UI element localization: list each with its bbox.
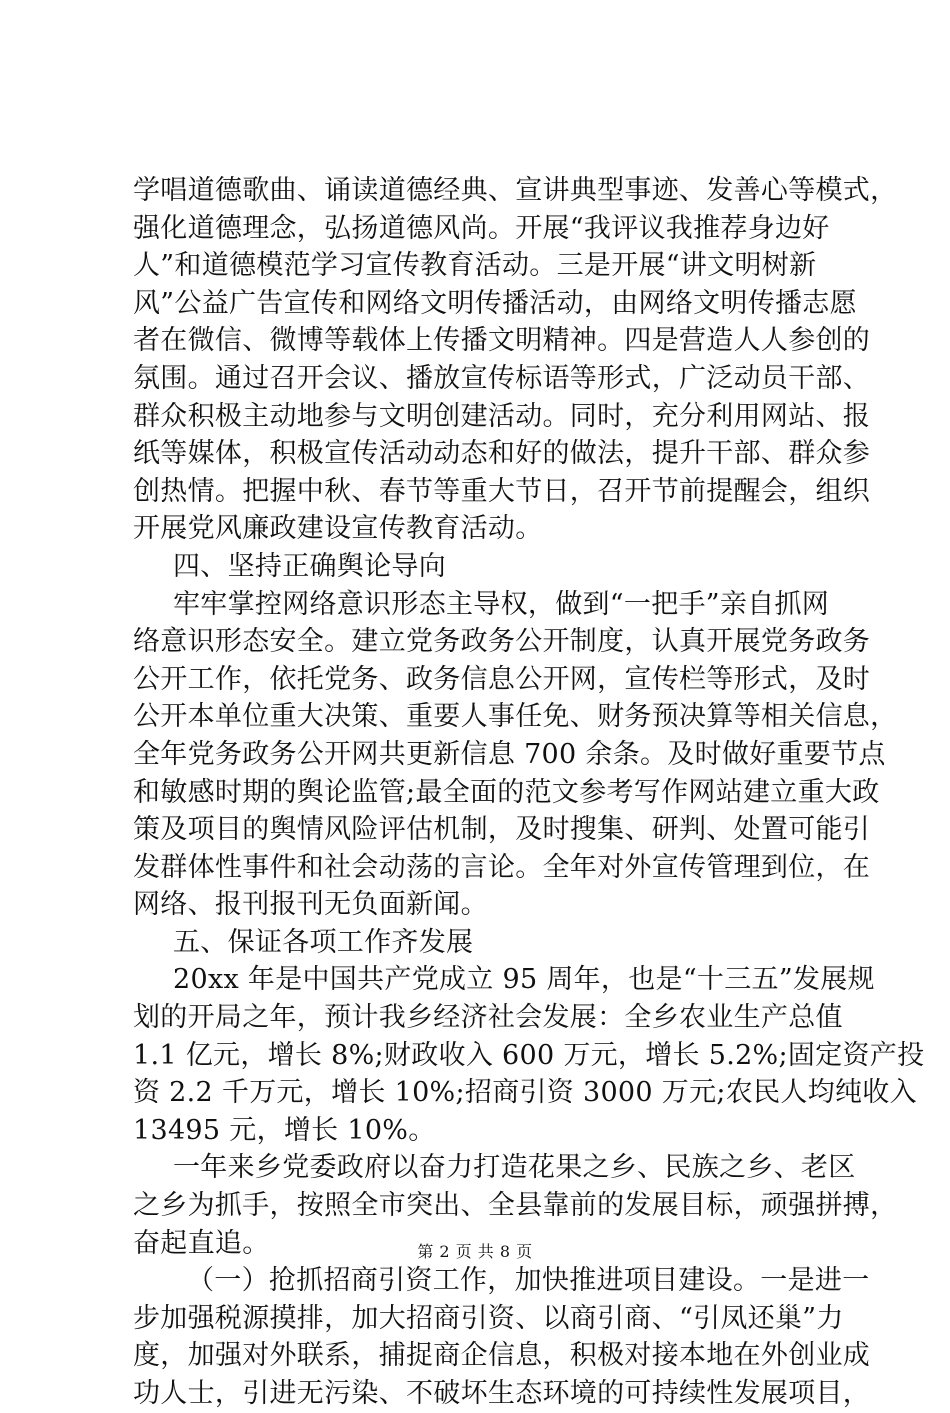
- body-text: [133, 172, 925, 1413]
- text-line: 步加强税源摸排，加大招商引资、以商引商、“引凤还巢”力: [133, 1302, 844, 1334]
- paragraph-first-line: 一年来乡党委政府以奋力打造花果之乡、民族之乡、老区: [173, 1152, 856, 1184]
- text-line: 纸等媒体，积极宣传活动动态和好的做法，提升干部、群众参: [133, 438, 871, 470]
- text-line: 人”和道德模范学习宣传教育活动。三是开展“讲文明树新: [133, 250, 817, 282]
- text-line: 1.1 亿元，增长 8%;财政收入 600 万元，增长 5.2%;固定资产投: [133, 1039, 925, 1071]
- text-line: 风”公益广告宣传和网络文明传播活动，由网络文明传播志愿: [133, 287, 857, 319]
- paragraph-first-line: 牢牢掌控网络意识形态主导权，做到“一把手”亲自抓网: [173, 588, 830, 620]
- text-line: 学唱道德歌曲、诵读道德经典、宣讲典型事迹、发善心等模式，: [133, 175, 898, 206]
- text-line: 强化道德理念，弘扬道德风尚。开展“我评议我推荐身边好: [133, 212, 830, 244]
- text-line: 划的开局之年，预计我乡经济社会发展：全乡农业生产总值: [133, 1002, 843, 1034]
- text-line: 络意识形态安全。建立党务政务公开制度，认真开展党务政务: [133, 626, 871, 658]
- text-line: 公开本单位重大决策、重要人事任免、财务预决算等相关信息，: [133, 701, 898, 733]
- text-line: 开展党风廉政建设宣传教育活动。: [133, 513, 543, 545]
- text-line: 13495 元，增长 10%。: [133, 1114, 436, 1146]
- page-footer: [0, 1242, 950, 1262]
- text-line: 创热情。把握中秋、春节等重大节日，召开节前提醒会，组织: [133, 475, 871, 507]
- text-line: 度，加强对外联系，捕捉商企信息，积极对接本地在外创业成: [133, 1340, 871, 1372]
- text-line: 发群体性事件和社会动荡的言论。全年对外宣传管理到位，在: [133, 851, 871, 883]
- text-line: 者在微信、微博等载体上传播文明精神。四是营造人人参创的: [133, 325, 871, 357]
- paragraph-first-line: （一）抢抓招商引资工作，加快推进项目建设。一是进一: [187, 1265, 870, 1297]
- text-line: 全年党务政务公开网共更新信息 700 余条。及时做好重要节点: [133, 738, 886, 770]
- text-line: 和敏感时期的舆论监管;最全面的范文参考写作网站建立重大政: [133, 776, 880, 808]
- section-heading: 四、坚持正确舆论导向: [173, 550, 446, 582]
- text-line: 氛围。通过召开会议、播放宣传标语等形式，广泛动员干部、: [133, 362, 871, 394]
- text-line: 功人士，引进无污染、不破坏生态环境的可持续性发展项目，: [133, 1378, 871, 1409]
- page-number-label: 第 2 页 共 8 页: [417, 1242, 533, 1261]
- text-line: 网络、报刊报刊无负面新闻。: [133, 889, 488, 921]
- paragraph-first-line: 20xx 年是中国共产党成立 95 周年，也是“十三五”发展规: [173, 964, 875, 996]
- text-line: 之乡为抓手，按照全市突出、全县靠前的发展目标，顽强拼搏，: [133, 1190, 898, 1222]
- text-line: 奋起直追。: [133, 1227, 270, 1259]
- text-line: 策及项目的舆情风险评估机制，及时搜集、研判、处置可能引: [133, 814, 871, 846]
- text-line: 资 2.2 千万元，增长 10%;招商引资 3000 万元;农民人均纯收入: [133, 1077, 917, 1109]
- text-line: 群众积极主动地参与文明创建活动。同时，充分利用网站、报: [133, 400, 871, 432]
- section-heading: 五、保证各项工作齐发展: [173, 926, 474, 958]
- text-line: 公开工作，依托党务、政务信息公开网，宣传栏等形式，及时: [133, 663, 871, 695]
